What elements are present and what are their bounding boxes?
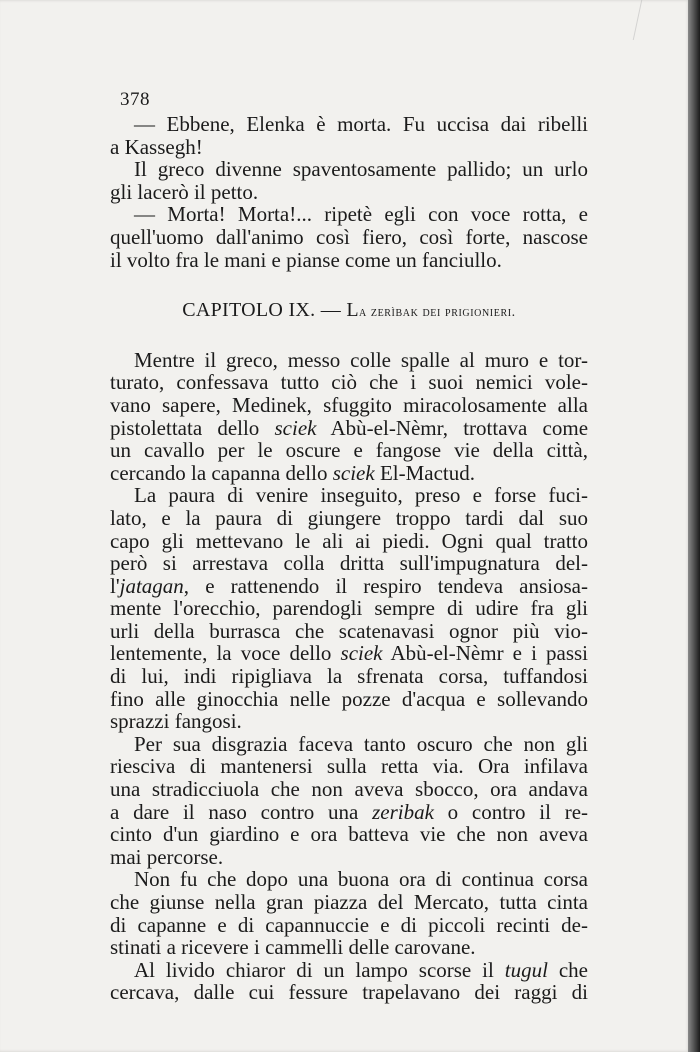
page-text (110, 113, 588, 1004)
text-line: Non fu che dopo una buona ora di continua corsa (134, 867, 588, 892)
text-segment: cercando la capanna dello (110, 460, 328, 485)
text-line: cercava, dalle cui fessure trapelavano dei raggi di (110, 980, 588, 1005)
italic-word: sciek (274, 415, 317, 440)
italic-word: zeribak (372, 799, 434, 824)
text-line: di lui, indi ripigliava la sfrenata corsa, tuffandosi (110, 664, 588, 689)
text-line (110, 462, 588, 485)
text-line: Il greco divenne spaventosamente pallido; un urlo (134, 157, 588, 182)
text-line: La paura di venire inseguito, preso e forse fuci- (134, 483, 588, 508)
text-line: Mentre il greco, messo colle spalle al muro e tor- (134, 347, 588, 372)
italic-word: tugul (504, 957, 548, 982)
text-line: un cavallo per le oscure e fangose vie della città, (110, 438, 588, 463)
text-segment: Abù-el-Nèmr, trottava come (330, 415, 589, 440)
text-line: però si arrestava colla dritta sull'impugnatura del- (110, 551, 588, 576)
chapter-title-initial: L (346, 299, 359, 322)
text-line: riesciva di mantenersi sulla retta via. Ora infilava (110, 754, 588, 779)
text-line (110, 801, 588, 824)
text-line: sprazzi fangosi. (110, 709, 242, 734)
text-line: turato, confessava tutto ciò che i suoi nemici vole- (110, 370, 588, 395)
chapter-heading (110, 299, 588, 325)
text-line: lato, e la paura di giungere troppo tardi dal suo (110, 505, 588, 530)
text-line: quell'uomo dall'animo così fiero, così forte, nascose (110, 224, 588, 249)
text-segment: lentemente, la voce dello (110, 641, 332, 666)
text-line: che giunse nella gran piazza del Mercato, tutta cinta (110, 890, 588, 914)
text-line (110, 417, 588, 440)
page-number: 378 (120, 89, 150, 110)
chapter-dash: — (320, 299, 342, 322)
text-segment: l' (110, 573, 120, 598)
text-line: vano sapere, Medinek, sfuggito miracolosamente alla (110, 392, 588, 417)
chapter-title: a zerìbak dei prigionieri. (358, 305, 516, 321)
text-line (110, 959, 588, 982)
text-segment: pistolettata dello (110, 415, 260, 440)
italic-word: sciek (340, 641, 383, 666)
text-segment: , e rattenendo il respiro tendeva ansiosa- (183, 573, 588, 598)
italic-word: jatagan (119, 573, 184, 598)
text-line: fino alle ginocchia nelle pozze d'acqua e sollevando (110, 686, 588, 711)
text-segment: El-Mactud. (379, 460, 476, 485)
text-line: stinati a ricevere i cammelli delle carovane. (110, 935, 476, 960)
page-corner-fold (633, 0, 673, 40)
text-line: Per sua disgrazia faceva tanto oscuro che non gli (134, 731, 588, 756)
text-segment: Abù-el-Nèmr e i passi (390, 641, 588, 666)
text-line: cinto d'un giardino e ora batteva vie che non aveva (110, 822, 588, 847)
text-line: il volto fra le mani e pianse come un fanciullo. (110, 247, 502, 272)
text-line: di capanne e di capannuccie e di piccoli recinti de- (110, 912, 588, 937)
text-line: urli della burrasca che scatenavasi ognor più vio- (110, 618, 588, 643)
text-line: capo gli mettevano le ali ai piedi. Ogni qual tratto (110, 528, 588, 553)
text-line (110, 575, 588, 598)
italic-word: sciek (332, 460, 375, 485)
page-edge-shadow (688, 0, 700, 1052)
text-line: mai percorse. (110, 844, 224, 869)
text-line: — Morta! Morta!... ripetè egli con voce rotta, e (134, 202, 588, 227)
text-line (110, 642, 588, 665)
text-line: gli lacerò il petto. (110, 179, 259, 204)
text-line: a Kassegh! (110, 134, 203, 159)
text-segment: a dare il naso contro una (110, 799, 359, 824)
text-line: — Ebbene, Elenka è morta. Fu uccisa dai ribelli (134, 112, 588, 136)
text-segment: che (558, 957, 589, 982)
text-segment: Al livido chiaror di un lampo scorse il (134, 957, 494, 982)
text-segment: o contro il re- (447, 799, 589, 824)
text-line: una stradicciuola che non aveva sbocco, ora andava (110, 777, 588, 802)
chapter-number: CAPITOLO IX. (182, 299, 316, 322)
text-line: mente l'orecchio, parendogli sempre di udire fra gli (110, 596, 588, 621)
